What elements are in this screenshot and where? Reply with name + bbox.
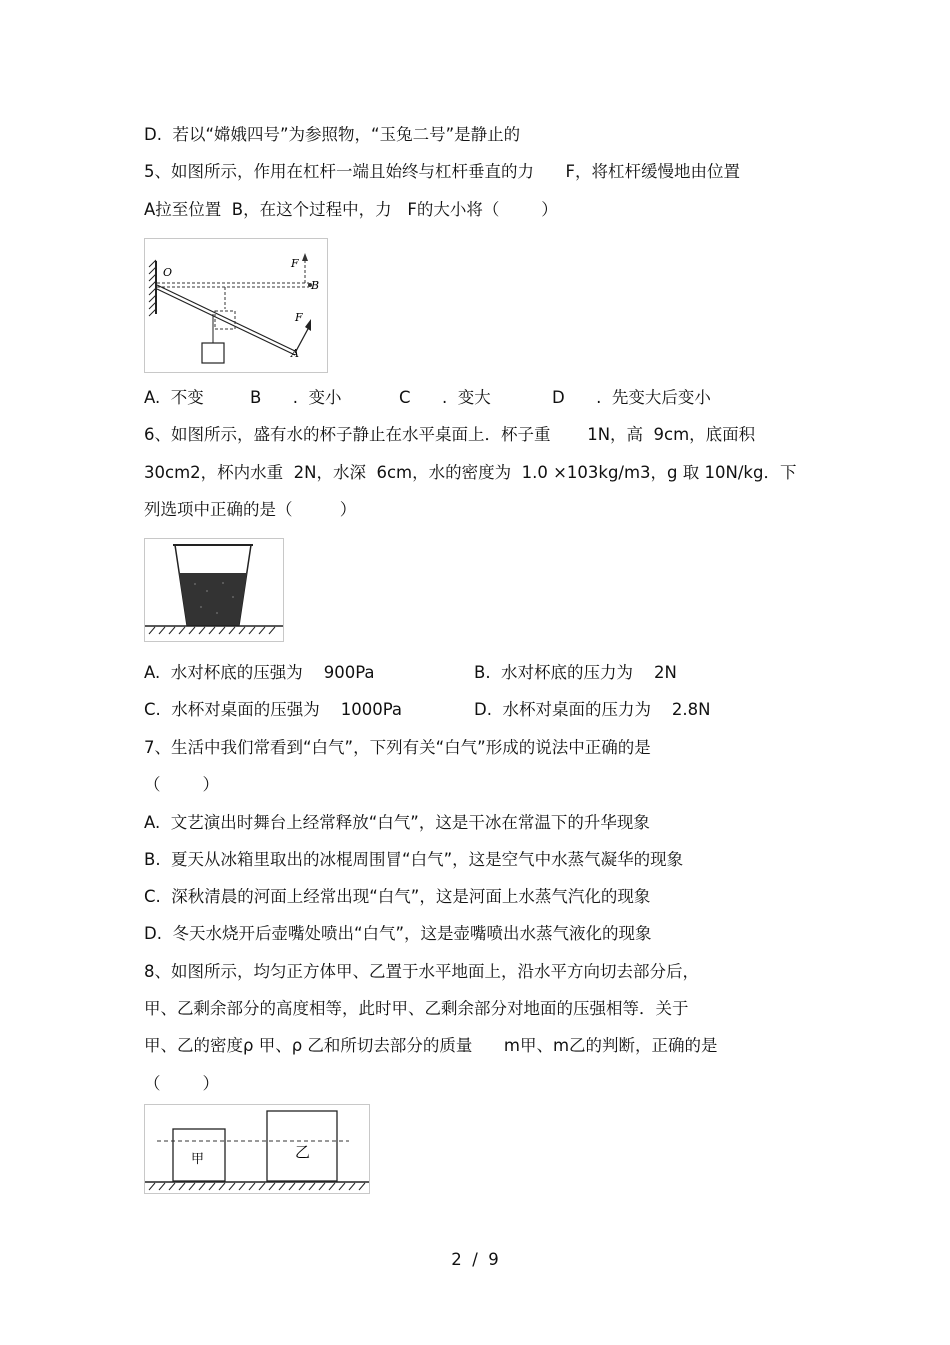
q6-stem-line1: 6、如图所示，盛有水的杯子静止在水平桌面上．杯子重 1N，高 9cm，底面积	[144, 425, 756, 444]
q5-option-d: D . 先变大后变小	[552, 388, 711, 407]
q6-option-c: C. 水杯对桌面的压强为 1000Pa	[144, 700, 403, 719]
q5-stem-line2: A拉至位置 B，在这个过程中，力 F的大小将（ ）	[144, 200, 558, 219]
q4-option-d: D. 若以“嫦娥四号”为参照物，“玉兔二号”是静止的	[144, 125, 521, 144]
label-yi: 乙	[295, 1143, 311, 1161]
q7-option-d: D. 冬天水烧开后壶嘴处喷出“白气”，这是壶嘴喷出水蒸气液化的现象	[144, 924, 652, 943]
q7-option-b: B. 夏天从冰箱里取出的冰棍周围冒“白气”，这是空气中水蒸气凝华的现象	[144, 850, 684, 869]
q8-stem-line4: （ ）	[144, 1074, 219, 1093]
q8-stem-line2: 甲、乙剩余部分的高度相等，此时甲、乙剩余部分对地面的压强相等．关于	[144, 999, 689, 1018]
label-f-low: F	[295, 311, 303, 324]
q7-stem-line1: 7、生活中我们常看到“白气”，下列有关“白气”形成的说法中正确的是	[144, 738, 651, 757]
q8-stem-line1: 8、如图所示，均匀正方体甲、乙置于水平地面上，沿水平方向切去部分后，	[144, 962, 699, 981]
q5-stem-line1: 5、如图所示，作用在杠杆一端且始终与杠杆垂直的力 F，将杠杆缓慢地由位置	[144, 162, 740, 181]
page-number: 2 / 9	[451, 1250, 499, 1269]
label-o: O	[163, 266, 173, 279]
q6-cup-figure	[144, 538, 284, 642]
q6-stem-line2: 30cm2，杯内水重 2N，水深 6cm，水的密度为 1.0 ×103kg/m3，g 取 10N/kg．下	[144, 463, 797, 482]
q8-stem-line3: 甲、乙的密度ρ 甲、ρ 乙和所切去部分的质量 m甲、m乙的判断，正确的是	[144, 1036, 718, 1055]
label-f-top: F	[291, 257, 299, 270]
label-jia: 甲	[191, 1152, 205, 1167]
label-a: A	[291, 347, 299, 360]
q5-option-b: B . 变小	[250, 388, 342, 407]
q6-stem-line3: 列选项中正确的是（ ）	[144, 500, 357, 519]
q8-cubes-figure	[144, 1104, 370, 1194]
q7-option-a: A. 文艺演出时舞台上经常释放“白气”，这是干冰在常温下的升华现象	[144, 813, 650, 832]
q6-option-d: D. 水杯对桌面的压力为 2.8N	[474, 700, 711, 719]
q5-lever-figure	[144, 238, 328, 373]
q5-option-c: C . 变大	[399, 388, 491, 407]
q7-option-c: C. 深秋清晨的河面上经常出现“白气”，这是河面上水蒸气汽化的现象	[144, 887, 651, 906]
q6-option-a: A. 水对杯底的压强为 900Pa	[144, 663, 375, 682]
label-b: B	[311, 279, 320, 292]
q7-stem-line2: （ ）	[144, 775, 219, 794]
q5-option-a: A. 不变	[144, 388, 204, 407]
q6-option-b: B. 水对杯底的压力为 2N	[474, 663, 677, 682]
